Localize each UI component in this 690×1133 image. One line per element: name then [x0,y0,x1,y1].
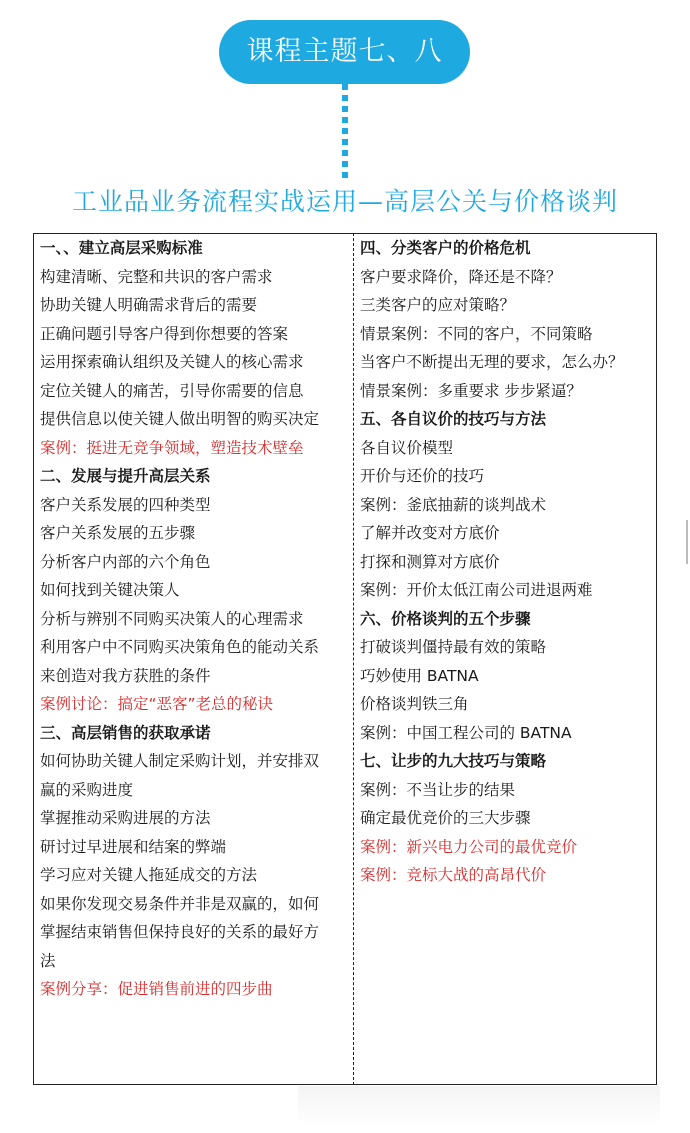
dotted-connector [342,84,348,178]
right-column-item: 当客户不断提出无理的要求，怎么办？ [360,353,624,371]
left-column-item: 定位关键人的痛苦，引导你需要的信息 [40,381,304,400]
left-column-case-item: 案例：挺进无竞争领域，塑造技术壁垒 [40,438,304,457]
left-column-item: 客户关系发展的五步骤 [40,524,196,542]
left-column-case-item: 案例分享：促进销售前进的四步曲 [40,980,273,998]
left-column-item: 掌握推动采购进展的方法 [40,809,211,827]
scroll-indicator[interactable] [686,520,688,564]
left-column-section-heading: 一、、建立高层采购标准 [40,239,203,257]
right-column-item: 巧妙使用 BATNA [360,666,479,685]
left-column-item: 分析与辨别不同购买决策人的心理需求 [40,609,304,628]
bottom-shade [298,1086,660,1126]
right-column-item: 价格谈判铁三角 [360,695,469,713]
right-column-section-heading: 七、让步的九大技巧与策略 [360,752,547,770]
left-column-item: 学习应对关键人拖延成交的方法 [40,866,258,884]
left-column-item: 研讨过早进展和结案的弊端 [40,837,227,856]
right-column-item: 各自议价模型 [360,438,454,457]
left-column-item: 正确问题引导客户得到你想要的答案 [40,324,289,343]
left-column-item: 客户关系发展的四种类型 [40,495,211,514]
left-column-item: 利用客户中不同购买决策角色的能动关系 [40,638,320,656]
right-column-item: 客户要求降价，降还是不降？ [360,267,562,286]
left-column-item: 运用探索确认组织及关键人的核心需求 [40,353,304,371]
course-subtitle: 工业品业务流程实战运用—高层公关与价格谈判 [71,187,618,216]
right-column-case-item: 案例：新兴电力公司的最优竞价 [360,837,578,856]
right-column-section-heading: 四、分类客户的价格危机 [360,239,531,257]
left-column-item: 协助关键人明确需求背后的需要 [40,296,258,314]
right-column-section-heading: 六、价格谈判的五个步骤 [360,609,531,628]
left-column-item: 来创造对我方获胜的条件 [40,666,211,685]
right-column-item: 打探和测算对方底价 [360,552,500,571]
right-column-item: 情景案例：不同的客户，不同策略 [360,324,593,343]
left-column-item: 法 [40,951,56,970]
right-column-section-heading: 五、各自议价的技巧与方法 [360,410,547,428]
right-column-item: 案例：釜底抽薪的谈判战术 [360,495,547,514]
right-column-item: 案例：不当让步的结果 [360,780,516,799]
right-column-item: 情景案例：多重要求 步步紧逼？ [360,381,582,400]
left-column-item: 构建清晰、完整和共识的客户需求 [40,267,273,286]
column-divider [353,233,354,1085]
left-column-item: 掌握结束销售但保持良好的关系的最好方 [40,923,320,941]
right-column-item: 确定最优竞价的三大步骤 [360,809,531,827]
left-column [40,234,350,1004]
left-column-item: 如何协助关键人制定采购计划，并安排双 [40,752,320,770]
right-column [360,234,654,890]
right-column-case-item: 案例：竞标大战的高昂代价 [360,866,547,884]
left-column-item: 如何找到关键决策人 [40,581,180,599]
left-column-item: 赢的采购进度 [40,780,134,799]
left-column-item: 如果你发现交易条件并非是双赢的，如何 [40,894,320,913]
right-column-item: 打破谈判僵持最有效的策略 [360,638,547,656]
left-column-item: 分析客户内部的六个角色 [40,552,211,571]
left-column-section-heading: 二、发展与提升高层关系 [40,467,211,485]
right-column-item: 案例：开价太低江南公司进退两难 [360,581,593,599]
left-column-case-item: 案例讨论：搞定“恶客”老总的秘诀 [40,695,274,713]
left-column-item: 提供信息以使关键人做出明智的购买决定 [40,410,320,428]
right-column-item: 开价与还价的技巧 [360,467,485,485]
course-topic-title: 课程主题七、八 [219,20,470,84]
left-column-section-heading: 三、高层销售的获取承诺 [40,723,211,742]
right-column-item: 三类客户的应对策略？ [360,296,516,314]
right-column-item: 案例：中国工程公司的 BATNA [360,723,572,742]
right-column-item: 了解并改变对方底价 [360,524,500,542]
